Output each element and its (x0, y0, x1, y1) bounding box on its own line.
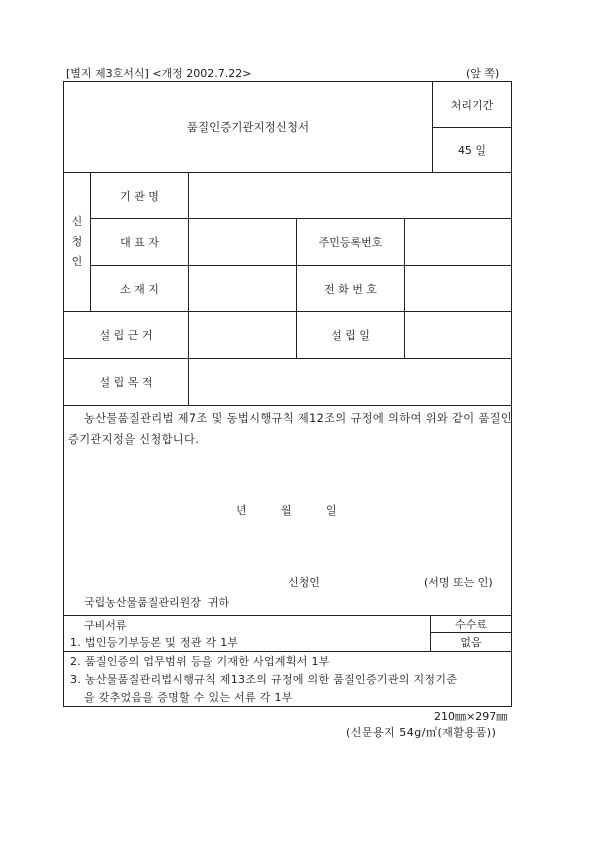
address-label: 소 재 지 (120, 282, 159, 296)
applicant-signature-label: 신청인 (288, 576, 320, 589)
form-label: [별지 제3호서식] <개정 2002.7.22> (66, 67, 252, 80)
fee-value: 없음 (460, 636, 482, 649)
paper-size: 210㎜×297㎜ (434, 710, 508, 723)
establishment-basis-label: 설 립 근 거 (99, 329, 153, 342)
date-day: 일 (326, 504, 337, 517)
document-item: 2. 품질인증의 업무범위 등을 기재한 사업계획서 1부 (70, 655, 330, 668)
resident-number-field[interactable] (405, 219, 511, 265)
date-month: 월 (281, 504, 292, 517)
documents-header: 구비서류 (84, 619, 127, 632)
resident-number-label: 주민등록번호 (318, 236, 383, 249)
date-year: 년 (236, 504, 247, 517)
establishment-date-field[interactable] (405, 312, 511, 358)
addressee: 국립농산물품질관리원장 귀하 (84, 596, 230, 609)
document-item: 1. 법인등기부등본 및 정관 각 1부 (70, 636, 239, 649)
applicant-group-char: 청 (71, 235, 83, 248)
application-statement: 농산물품질관리법 제7조 및 동법시행규칙 제12조의 규정에 의하여 위와 같이 품질인증기관지정을 신청합니다. (68, 412, 512, 446)
fee-label: 수수료 (455, 618, 487, 631)
document-item: 3. 농산물품질관리법시행규칙 제13조의 규정에 의한 품질인증기관의 지정기준 (70, 673, 458, 686)
establishment-basis-field[interactable] (189, 312, 296, 358)
document-item: 을 갖추었음을 증명할 수 있는 서류 각 1부 (84, 691, 293, 704)
establishment-purpose-field[interactable] (189, 359, 511, 405)
signature-hint: (서명 또는 인) (424, 576, 493, 589)
representative-label: 대 표 자 (120, 236, 159, 249)
institution-name-field[interactable] (189, 173, 511, 218)
paper-spec: (신문용지 54g/㎡(재활용품)) (346, 726, 497, 739)
applicant-group-char: 신 (71, 215, 83, 228)
processing-period-value: 45 일 (457, 144, 487, 157)
processing-period-label: 처리기간 (450, 98, 494, 112)
establishment-date-label: 설 립 일 (331, 329, 370, 342)
phone-field[interactable] (405, 266, 511, 311)
page-side-label: (앞 쪽) (466, 67, 500, 80)
institution-name-label: 기 관 명 (120, 189, 159, 203)
representative-field[interactable] (189, 219, 296, 265)
address-field[interactable] (189, 266, 296, 311)
establishment-purpose-label: 설 립 목 적 (99, 376, 153, 389)
form-title: 품질인증기관지정신청서 (186, 120, 310, 134)
phone-label: 전 화 번 호 (324, 282, 377, 296)
applicant-group-label (64, 173, 90, 311)
applicant-group-char: 인 (71, 255, 83, 268)
